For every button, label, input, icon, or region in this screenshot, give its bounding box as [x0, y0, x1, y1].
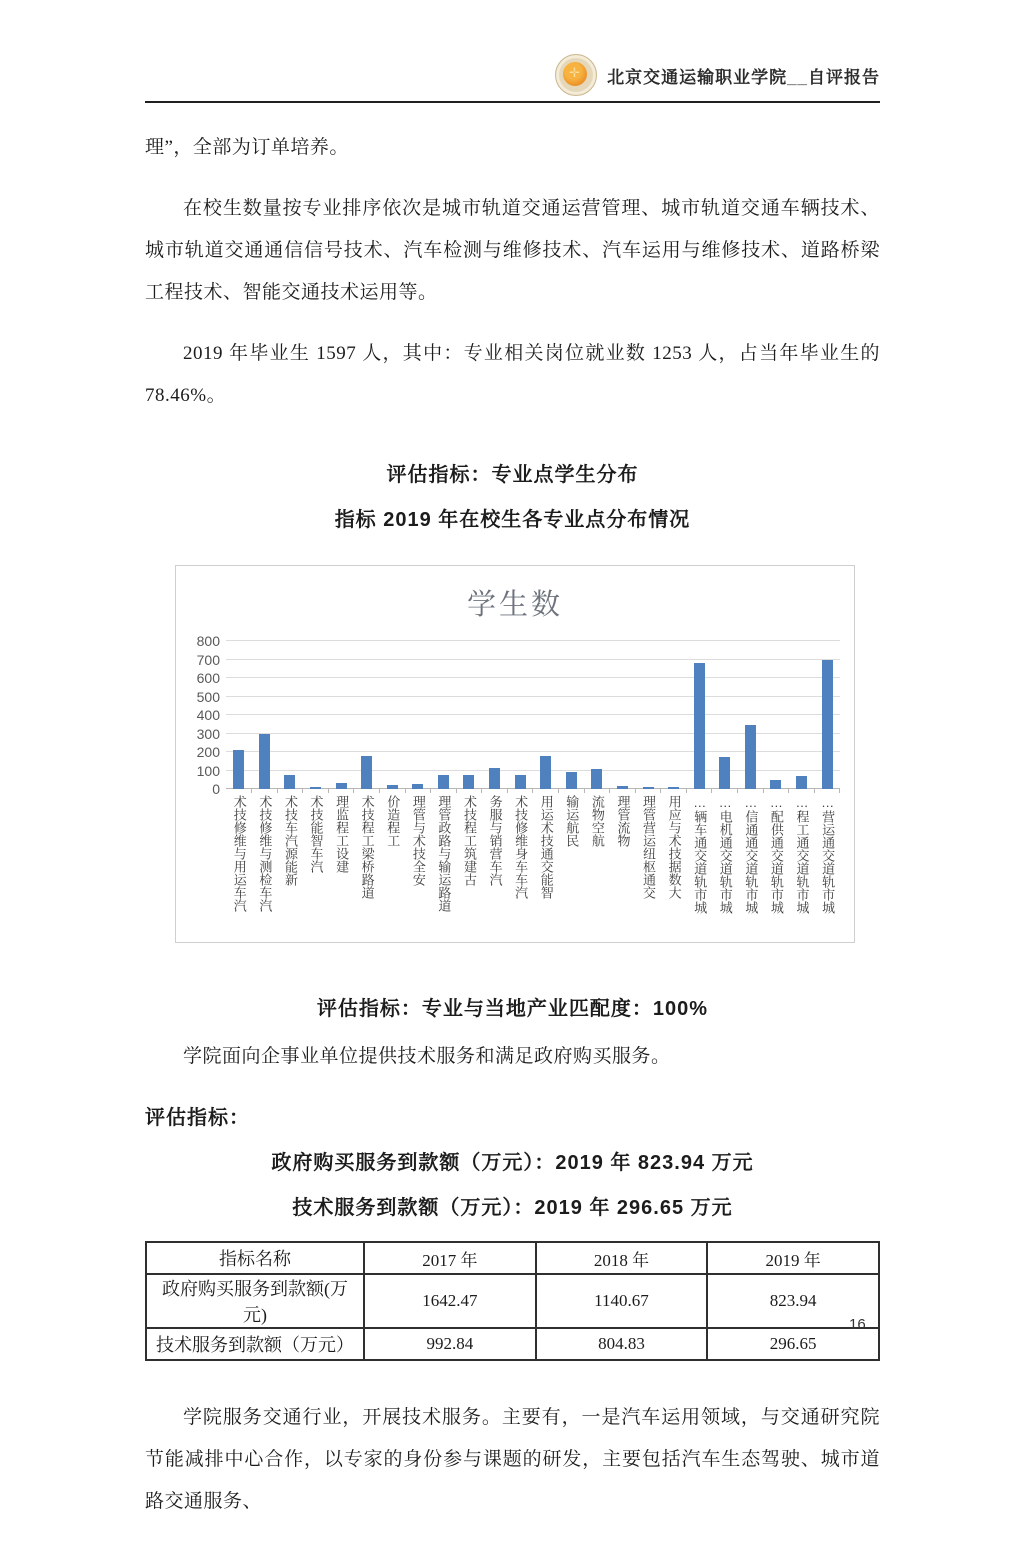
table-header-cell: 2019 年: [707, 1242, 879, 1274]
x-axis-label: 理管营运纽枢通交: [641, 795, 657, 899]
x-cell: [354, 789, 380, 951]
x-cell: [789, 789, 815, 951]
document-page: [145, 54, 880, 1542]
x-cell: [763, 789, 789, 951]
x-axis-label: 术技修维与用运车汽: [231, 795, 247, 912]
x-cell: [507, 789, 533, 951]
heading-student-distribution: 评估指标：专业点学生分布: [386, 464, 639, 486]
bar-cell: [431, 641, 457, 789]
x-axis-label: 务服与销营车汽: [487, 795, 503, 886]
x-cell: [814, 789, 840, 951]
x-axis-label: …信通通交道轨市城: [743, 795, 759, 914]
x-axis-label: 术技修维身车车汽: [513, 795, 529, 899]
bar: [822, 660, 833, 790]
x-cell: [482, 789, 508, 951]
x-cell: [712, 789, 738, 951]
bar-cell: [379, 641, 405, 789]
table-cell: 296.65: [707, 1328, 879, 1360]
table-header-cell: 2017 年: [364, 1242, 536, 1274]
x-cell: [661, 789, 687, 951]
bar: [233, 750, 244, 789]
x-axis-label: …营运通交道轨市城: [820, 795, 836, 914]
bar-cell: [559, 641, 585, 789]
bar: [719, 757, 730, 789]
x-cell: [226, 789, 252, 951]
x-axis-label: 理管政路与输运路道: [436, 795, 452, 912]
header-title: 北京交通运输职业学院__自评报告: [607, 67, 880, 87]
bar: [284, 775, 295, 789]
x-axis-label: 价造程工: [385, 795, 401, 847]
x-axis-label: 术技能智车汽: [308, 795, 324, 873]
x-cell: [379, 789, 405, 951]
x-cell: [405, 789, 431, 951]
bar-cell: [328, 641, 354, 789]
metrics-table: [145, 1241, 880, 1361]
bar: [770, 780, 781, 789]
table-header-cell: 指标名称: [146, 1242, 364, 1274]
bar: [566, 772, 577, 789]
bar-cell: [533, 641, 559, 789]
table-cell: 1642.47: [364, 1274, 536, 1328]
x-cell: [328, 789, 354, 951]
bar-cell: [482, 641, 508, 789]
y-axis-tick-label: 0: [212, 781, 220, 797]
bar-cell: [610, 641, 636, 789]
table-cell: 政府购买服务到款额(万元): [146, 1274, 364, 1328]
y-axis-tick-label: 600: [196, 670, 220, 686]
plot-area: [226, 641, 840, 789]
x-axis-label: 理监程工设建: [334, 795, 350, 873]
heading-tech-service: 技术服务到款额（万元）：2019 年 296.65 万元: [292, 1197, 733, 1219]
x-cell: [610, 789, 636, 951]
x-axis-label: 术技程工梁桥路道: [359, 795, 375, 899]
seal-flower-icon: ✛: [569, 66, 580, 81]
paragraph-order-training: 理”，全部为订单培养。: [145, 137, 349, 158]
table-row: [146, 1328, 879, 1360]
bar-cell: [456, 641, 482, 789]
y-axis-tick-label: 100: [196, 762, 220, 779]
bar: [591, 769, 602, 789]
x-axis-label: 输运航民: [564, 795, 580, 847]
paragraph-enrollment-ranking: 在校生数量按专业排序依次是城市轨道交通运营管理、城市轨道交通车辆技术、城市轨道交通通信信号技术、汽车检测与维修技术、汽车运用与维修技术、道路桥梁工程技术、智能交通技术运用等。: [145, 198, 880, 303]
x-cell: [635, 789, 661, 951]
x-cell: [431, 789, 457, 951]
x-axis-label: …程工通交道轨市城: [794, 795, 810, 914]
paragraph-service: 学院面向企事业单位提供技术服务和满足政府购买服务。: [183, 1046, 671, 1067]
x-cell: [277, 789, 303, 951]
bar: [463, 775, 474, 789]
x-cell: [686, 789, 712, 951]
y-axis-tick-label: 700: [196, 651, 220, 668]
chart-title: 学生数: [466, 589, 563, 621]
bar: [438, 775, 449, 789]
bar-cell: [738, 641, 764, 789]
college-seal-icon: [555, 54, 597, 96]
x-cell: [456, 789, 482, 951]
student-count-chart: [175, 565, 855, 943]
heading-student-distribution-sub: 指标 2019 年在校生各专业点分布情况: [334, 509, 691, 531]
x-axis-label: …辆车通交道轨市城: [692, 795, 708, 914]
x-axis-label: 术技修维与测检车汽: [257, 795, 273, 912]
x-axis-label: 理管流物: [615, 795, 631, 847]
x-cell: [533, 789, 559, 951]
y-axis-tick-label: 500: [196, 688, 220, 705]
bar-cell: [584, 641, 610, 789]
table-row: [146, 1274, 879, 1328]
y-axis-tick-label: 300: [196, 725, 220, 742]
bar-cell: [507, 641, 533, 789]
x-axis-label: 术技车汽源能新: [282, 795, 298, 886]
table-cell: 1140.67: [536, 1274, 708, 1328]
bars-container: [226, 641, 840, 789]
y-axis-labels: [186, 633, 226, 797]
bar-cell: [814, 641, 840, 789]
y-axis-tick-label: 400: [196, 707, 220, 723]
bar-cell: [661, 641, 687, 789]
bar: [489, 768, 500, 789]
bar-cell: [635, 641, 661, 789]
plot-column: [226, 641, 840, 951]
paragraph-tech-service-detail: 学院服务交通行业，开展技术服务。主要有，一是汽车运用领域，与交通研究院节能减排中心合作，以专家的身份参与课题的研发，主要包括汽车生态驾驶、城市道路交通服务、: [145, 1407, 880, 1512]
table-header-cell: 2018 年: [536, 1242, 708, 1274]
bar-cell: [763, 641, 789, 789]
y-axis-tick-label: 200: [196, 744, 220, 760]
bar-cell: [686, 641, 712, 789]
bar: [540, 756, 551, 789]
x-cell: [584, 789, 610, 951]
heading-eval-label: 评估指标：: [145, 1107, 250, 1129]
x-axis-label: 用应与术技据数大: [666, 795, 682, 899]
x-axis-label: 用运术技通交能智: [538, 795, 554, 899]
table-cell: 992.84: [364, 1328, 536, 1360]
x-cell: [252, 789, 278, 951]
bar-cell: [226, 641, 252, 789]
x-axis-label: 术技程工筑建古: [461, 795, 477, 886]
bar: [259, 734, 270, 789]
bar-cell: [277, 641, 303, 789]
page-header: [145, 54, 880, 103]
page-number: 16: [849, 1316, 866, 1333]
heading-industry-match: 评估指标：专业与当地产业匹配度：100%: [316, 998, 709, 1020]
chart-body: [186, 633, 840, 951]
table-cell: 804.83: [536, 1328, 708, 1360]
x-axis-label: 理管与术技全安: [410, 795, 426, 886]
table-cell: 技术服务到款额（万元）: [146, 1328, 364, 1360]
x-cell: [303, 789, 329, 951]
bar-cell: [405, 641, 431, 789]
x-axis-label: …配供通交道轨市城: [768, 795, 784, 914]
bar: [361, 756, 372, 789]
x-axis-labels: [226, 789, 840, 951]
bar: [796, 776, 807, 789]
paragraph-graduates-2019: 2019 年毕业生 1597 人，其中：专业相关岗位就业数 1253 人，占当年毕业生的 78.46%。: [145, 343, 880, 406]
x-axis-label: …电机通交道轨市城: [717, 795, 733, 914]
y-axis-tick-label: 800: [196, 633, 220, 649]
bar: [694, 663, 705, 789]
bar-cell: [303, 641, 329, 789]
bar-cell: [354, 641, 380, 789]
table-header-row: [146, 1242, 879, 1274]
bar-cell: [252, 641, 278, 789]
bar-cell: [789, 641, 815, 789]
heading-gov-purchase: 政府购买服务到款额（万元）：2019 年 823.94 万元: [271, 1152, 754, 1174]
bar-cell: [712, 641, 738, 789]
bar: [745, 725, 756, 789]
table-cell: 823.94: [707, 1274, 879, 1328]
bar: [515, 775, 526, 789]
x-cell: [738, 789, 764, 951]
table-body: [146, 1274, 879, 1360]
x-cell: [559, 789, 585, 951]
x-axis-label: 流物空航: [589, 795, 605, 847]
